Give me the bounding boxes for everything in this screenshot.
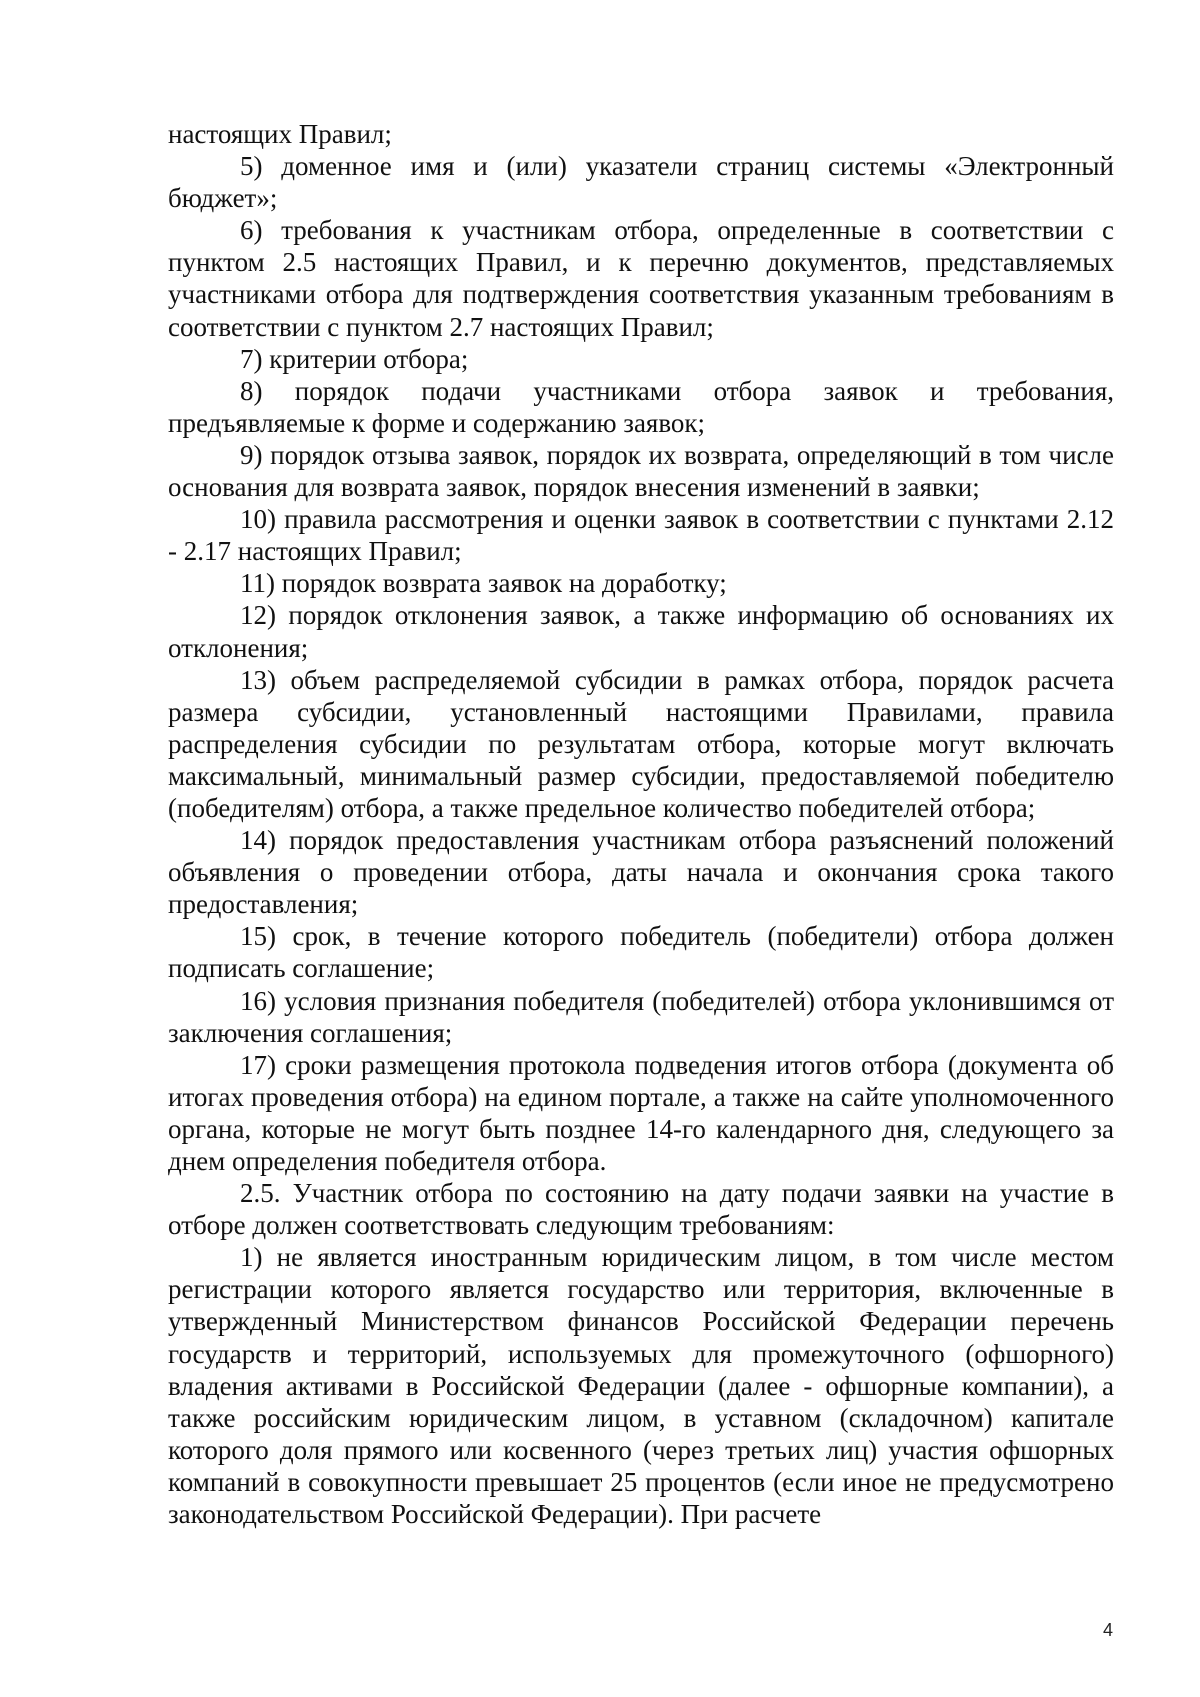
paragraph-item-15: 15) срок, в течение которого победитель (победители) отбора должен подписать соглашение; xyxy=(168,921,1114,984)
paragraph-requirement-1: 1) не является иностранным юридическим лицом, в том числе местом регистрации которого является государство или территория, включенные в утвержденный Министерством финансов Российской Федерации перечень государств и территорий, используемых для промежуточного (офшорного) владения активами в Российской Федерации (далее - офшорные компании), а также российским юридическим лицом, в уставном (складочном) капитале которого доля прямого или косвенного (через третьих лиц) участия офшорных компаний в совокупности превышает 25 процентов (если иное не предусмотрено законодательством Российской Федерации). При расчете xyxy=(168,1242,1114,1530)
paragraph-item-13: 13) объем распределяемой субсидии в рамках отбора, порядок расчета размера субсидии, установленный настоящими Правилами, правила распределения субсидии по результатам отбора, которые могут включать максимальный, минимальный размер субсидии, предоставляемой победителю (победителям) отбора, а также предельное количество победителей отбора; xyxy=(168,664,1114,823)
paragraph-item-14: 14) порядок предоставления участникам отбора разъяснений положений объявления о проведении отбора, даты начала и окончания срока такого предоставления; xyxy=(168,825,1114,920)
paragraph-item-11: 11) порядок возврата заявок на доработку; xyxy=(240,568,727,599)
paragraph-item-17: 17) сроки размещения протокола подведения итогов отбора (документа об итогах проведения отбора) на едином портале, а также на сайте уполномоченного органа, которые не могут быть позднее 14-го календарного дня, следующего за днем определения победителя отбора. xyxy=(168,1049,1114,1176)
paragraph-item-12: 12) порядок отклонения заявок, а также информацию об основаниях их отклонения; xyxy=(168,600,1114,663)
paragraph-item-10: 10) правила рассмотрения и оценки заявок в соответствии с пунктами 2.12 - 2.17 настоящих Правил; xyxy=(168,504,1114,567)
paragraph-item-16: 16) условия признания победителя (победителей) отбора уклонившимся от заключения соглашения; xyxy=(168,985,1114,1048)
paragraph-item-6: 6) требования к участникам отбора, определенные в соответствии с пунктом 2.5 настоящих Правил, и к перечню документов, представляемых участниками отбора для подтверждения соответствия указанным требованиям в соответствии с пунктом 2.7 настоящих Правил; xyxy=(168,215,1114,342)
paragraph-item-9: 9) порядок отзыва заявок, порядок их возврата, определяющий в том числе основания для возврата заявок, порядок внесения изменений в заявки; xyxy=(168,439,1114,503)
paragraph-item-8: 8) порядок подачи участниками отбора заявок и требования, предъявляемые к форме и содержанию заявок; xyxy=(168,375,1114,438)
page-number: 4 xyxy=(1103,1620,1114,1640)
paragraph-continuation: настоящих Правил; xyxy=(168,119,392,149)
paragraph-item-5: 5) доменное имя и (или) указатели страниц системы «Электронный бюджет»; xyxy=(168,151,1114,214)
document-body xyxy=(168,118,1114,1530)
paragraph-section-2-5: 2.5. Участник отбора по состоянию на дату подачи заявки на участие в отборе должен соответствовать следующим требованиям: xyxy=(168,1178,1114,1241)
paragraph-item-7: 7) критерии отбора; xyxy=(240,343,469,374)
